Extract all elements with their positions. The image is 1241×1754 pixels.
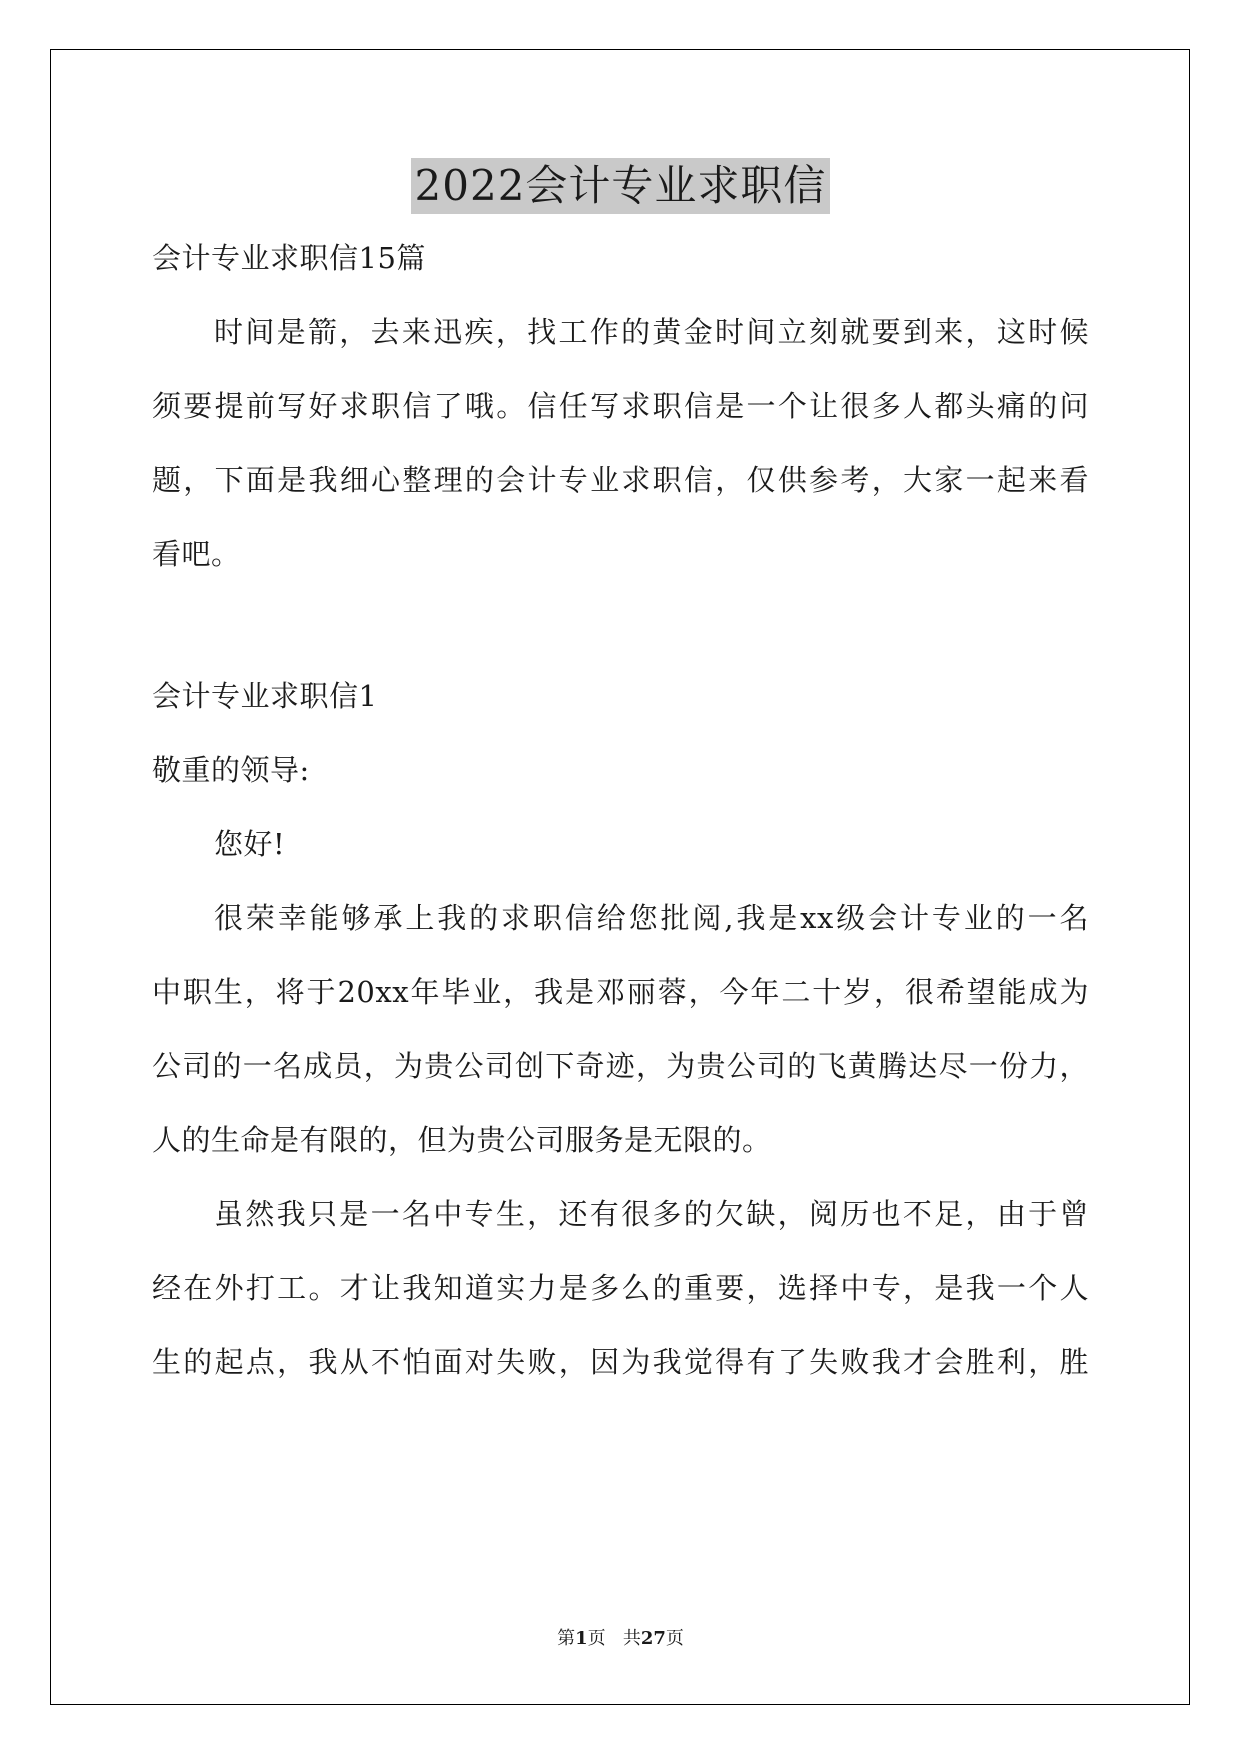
section-heading: 会计专业求职信1: [152, 679, 378, 713]
paragraph-line: 人的生命是有限的，但为贵公司服务是无限的。: [152, 1123, 772, 1157]
page-number: 1: [575, 1628, 588, 1649]
title-area: [0, 158, 1241, 214]
page-suffix: 页: [587, 1628, 606, 1649]
paragraph-line: 生的起点，我从不怕面对失败，因为我觉得有了失败我才会胜利，胜: [152, 1345, 1089, 1379]
intro-line: 题，下面是我细心整理的会计专业求职信，仅供参考，大家一起来看: [152, 463, 1089, 497]
intro-line: 时间是箭，去来迅疾，找工作的黄金时间立刻就要到来，这时候: [214, 315, 1089, 349]
document-title: 2022会计专业求职信: [411, 158, 831, 214]
page-border: [50, 49, 1190, 1705]
paragraph-line: 虽然我只是一名中专生，还有很多的欠缺，阅历也不足，由于曾: [214, 1197, 1089, 1231]
salutation: 敬重的领导:: [152, 753, 310, 787]
subtitle: 会计专业求职信15篇: [152, 241, 426, 275]
intro-line: 须要提前写好求职信了哦。信任写求职信是一个让很多人都头痛的问: [152, 389, 1089, 423]
page-footer: [0, 1627, 1241, 1651]
page-prefix: 第: [557, 1628, 576, 1649]
total-pages: 27: [640, 1628, 666, 1649]
paragraph-line: 公司的一名成员，为贵公司创下奇迹，为贵公司的飞黄腾达尽一份力，: [152, 1049, 1089, 1083]
paragraph-line: 经在外打工。才让我知道实力是多么的重要，选择中专，是我一个人: [152, 1271, 1089, 1305]
greeting: 您好!: [214, 827, 286, 861]
intro-line: 看吧。: [152, 537, 241, 571]
total-prefix: 共: [622, 1628, 641, 1649]
total-suffix: 页: [665, 1628, 684, 1649]
paragraph-line: 中职生，将于20xx年毕业，我是邓丽蓉，今年二十岁，很希望能成为: [152, 975, 1089, 1009]
paragraph-line: 很荣幸能够承上我的求职信给您批阅,我是xx级会计专业的一名: [214, 901, 1089, 935]
